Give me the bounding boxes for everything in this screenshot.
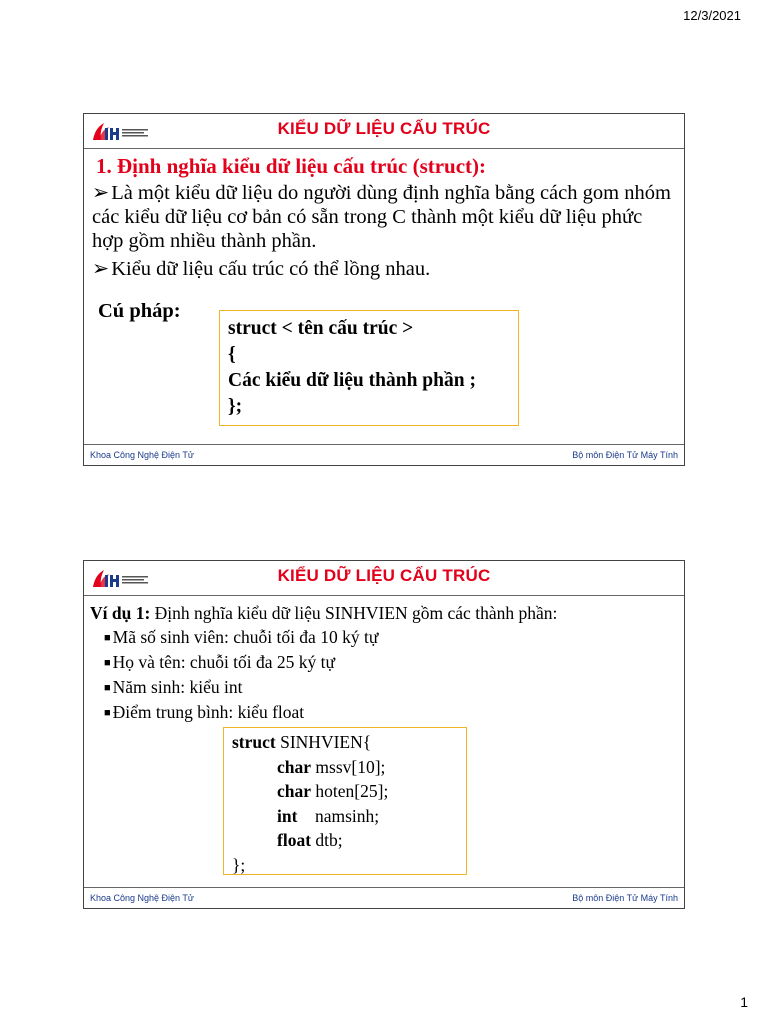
document-date: 12/3/2021 — [683, 8, 741, 23]
footer-left: Khoa Công Nghệ Điện Tử — [90, 450, 194, 460]
list-item: ■ Điểm trung bình: kiểu float — [104, 702, 305, 722]
code-line: }; — [232, 854, 246, 875]
syntax-label: Cú pháp: — [98, 300, 181, 322]
slide-footer — [84, 444, 684, 465]
footer-left: Khoa Công Nghệ Điện Tử — [90, 893, 194, 903]
slide-header — [84, 114, 684, 149]
arrow-bullet-icon: ➢ — [92, 182, 110, 204]
paragraph-2: ➢Kiểu dữ liệu cấu trúc có thể lồng nhau. — [92, 258, 431, 280]
page-number: 1 — [740, 994, 748, 1010]
syntax-line: }; — [228, 396, 243, 417]
syntax-line: Các kiểu dữ liệu thành phần ; — [228, 370, 476, 391]
section-heading: 1. Định nghĩa kiểu dữ liệu cấu trúc (struct): — [96, 154, 487, 178]
slide-2 — [83, 560, 685, 909]
square-bullet-icon: ■ — [104, 682, 111, 694]
slide-header — [84, 561, 684, 596]
syntax-box — [219, 310, 519, 426]
example-intro: Ví dụ 1: Định nghĩa kiểu dữ liệu SINHVIEN gồm các thành phần: — [90, 603, 558, 623]
code-box — [223, 727, 467, 875]
footer-right: Bộ môn Điện Tử Máy Tính — [572, 893, 678, 903]
footer-right: Bộ môn Điện Tử Máy Tính — [572, 450, 678, 460]
slide-title: KIỂU DỮ LIỆU CẤU TRÚC — [277, 119, 491, 138]
code-line: int namsinh; — [277, 805, 380, 826]
square-bullet-icon: ■ — [104, 707, 111, 719]
code-line: char hoten[25]; — [277, 781, 389, 801]
paragraph-1: ➢Là một kiểu dữ liệu do người dùng định nghĩa bằng cách gom nhóm các kiểu dữ liệu cơ bản có sẵn trong C thành một kiểu dữ liệu phức hợp gồm nhiều thành phần. — [92, 182, 671, 252]
slide-body — [90, 601, 678, 725]
list-item: ■ Năm sinh: kiểu int — [104, 677, 243, 697]
arrow-bullet-icon: ➢ — [92, 258, 110, 280]
syntax-line: struct < tên cấu trúc > — [228, 318, 414, 339]
list-item: ■ Mã số sinh viên: chuỗi tối đa 10 ký tự — [104, 627, 379, 647]
slide-body — [92, 154, 676, 285]
slide-footer — [84, 887, 684, 908]
example-label: Ví dụ 1: — [90, 603, 151, 623]
code-line: float dtb; — [277, 830, 343, 850]
slide-1 — [83, 113, 685, 466]
square-bullet-icon: ■ — [104, 657, 111, 669]
code-line: struct SINHVIEN{ — [232, 732, 372, 752]
syntax-line: { — [228, 344, 236, 365]
list-item: ■ Họ và tên: chuỗi tối đa 25 ký tự — [104, 652, 336, 672]
square-bullet-icon: ■ — [104, 632, 111, 644]
slide-title: KIỂU DỮ LIỆU CẤU TRÚC — [277, 566, 491, 585]
code-line: char mssv[10]; — [277, 756, 386, 777]
